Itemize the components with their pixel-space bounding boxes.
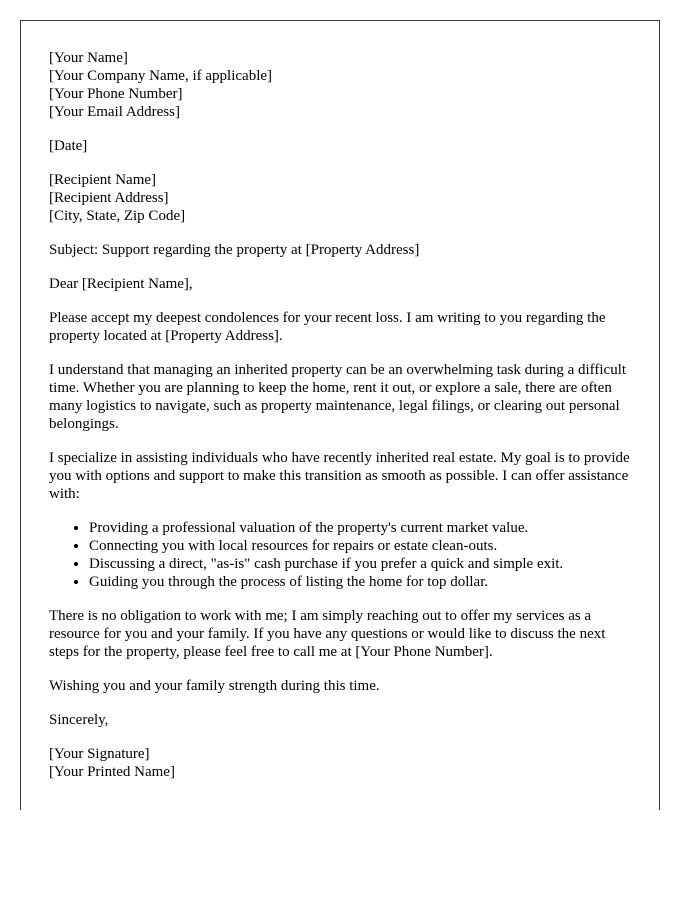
services-list-item: • Connecting you with local resources for repairs or estate clean-outs. <box>89 537 639 555</box>
paragraph-specialize: I specialize in assisting individuals who have recently inherited real estate. My goal is to provide you with options and support to make this transition as smooth as possible. I can offer assistance with: <box>49 450 630 502</box>
services-list-item: • Guiding you through the process of listing the home for top dollar. <box>89 573 639 591</box>
sender-phone: [Your Phone Number] <box>49 86 183 102</box>
sender-company: [Your Company Name, if applicable] <box>49 68 273 84</box>
paragraph-understanding: I understand that managing an inherited property can be an overwhelming task during a difficult time. Whether you are planning to keep the home, rent it out, or explore a sale, there are often many logistics to navigate, such as property maintenance, legal filings, or clearing out personal belongings. <box>49 362 627 432</box>
signature-block <box>49 745 639 781</box>
services-list-item: • Providing a professional valuation of the property's current market value. <box>89 519 639 537</box>
paragraph-wishes: Wishing you and your family strength during this time. <box>49 678 380 694</box>
letter-page <box>20 20 660 810</box>
services-list <box>49 519 639 591</box>
subject-line: Subject: Support regarding the property at [Property Address] <box>49 242 420 258</box>
services-list-item: • Discussing a direct, "as-is" cash purchase if you prefer a quick and simple exit. <box>89 555 639 573</box>
recipient-name: [Recipient Name] <box>49 172 157 188</box>
sender-block <box>49 49 639 121</box>
paragraph-condolences: Please accept my deepest condolences for your recent loss. I am writing to you regarding the property located at [Property Address]. <box>49 310 606 344</box>
signature-line: [Your Signature] <box>49 746 150 762</box>
recipient-block <box>49 171 639 225</box>
recipient-city: [City, State, Zip Code] <box>49 208 186 224</box>
letter-body <box>49 49 639 781</box>
sender-email: [Your Email Address] <box>49 104 180 120</box>
paragraph-no-obligation: There is no obligation to work with me; I am simply reaching out to offer my services as a resource for you and your family. If you have any questions or would like to discuss the next steps for the property, please feel free to call me at [Your Phone Number]. <box>49 608 606 660</box>
sender-name: [Your Name] <box>49 50 128 66</box>
recipient-address: [Recipient Address] <box>49 190 169 206</box>
salutation: Dear [Recipient Name], <box>49 276 193 292</box>
sign-off: Sincerely, <box>49 712 109 728</box>
printed-name-line: [Your Printed Name] <box>49 764 175 780</box>
date-line: [Date] <box>49 138 88 154</box>
